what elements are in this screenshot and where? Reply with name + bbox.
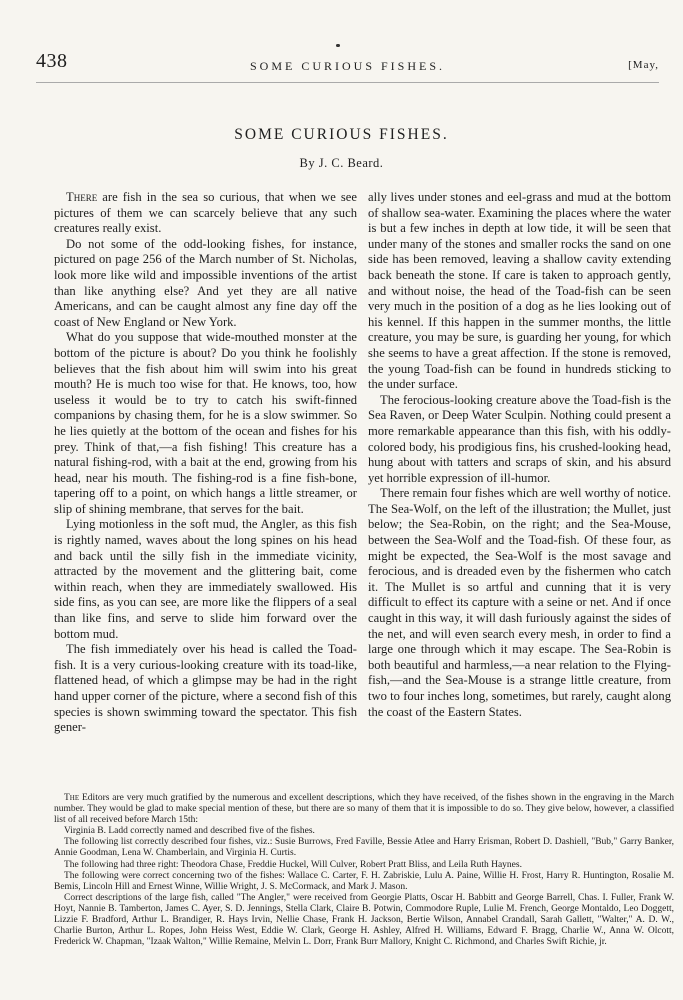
note-paragraph: Correct descriptions of the large fish, called "The Angler," were received from Georgie Platts, Oscar H. Babbitt and George Barrell, Chas. I. Fuller, Frank W. Hoyt, Nannie B. Tamberton, James C. Ayer, S. D. Jennings, Stella Clark, Claire B. Potwin, Commodore Ruple, Lulie M. French, George Montaldo, Leo Doggett, Lizzie F. Bradford, Arthur L. Brandiger, R. Hays Irvin, Nellie Chase, Frank H. Jackson, Bertie Wilson, Annabel Crandall, Sarah Gallett, "Walter," A. D. W., Charlie Burton, Arthur L. Ropes, John Heiss West, Eddie W. Clark, George H. Ashley, Alfred H. Williams, Edward F. Bragg, Charlie W., Anna W. Olcott, Frederick W. Chapman, "Izaak Walton," Willie Remaine, Melvin L. Dorr, Frank Burr Mallory, Knight C. Richmond, and Charles Swift Richie, jr. bbox=[54, 892, 674, 948]
paragraph: The fish immediately over his head is called the Toad-fish. It is a very curious-looking creature with its toad-like, flattened head, of which a glimpse may be had in the right hand upper corner of the picture, where a second fish of this species is shown swimming toward the spectator. This fish gener- bbox=[54, 642, 357, 735]
paragraph-text: are fish in the sea so curious, that when we see pictures of them we can scarcely believe that any such creatures really exist. bbox=[54, 190, 357, 236]
lead-word: The bbox=[64, 793, 80, 803]
paragraph: There remain four fishes which are well worthy of notice. The Sea-Wolf, on the left of the illustration; the Mullet, just below; the Sea-Robin, on the right; and the Sea-Mouse, between the Sea-Wolf and the Toad-fish. Of these four, as might be expected, the Sea-Wolf is the most savage and ferocious, and is dreaded even by the fishermen who catch it. The Mullet is so artful and cunning that it is very difficult to effect its capture with a seine or net. And if once caught in this way, it will dash furiously against the sides of the net, and will even search every mesh, in order to find a large one through which it may escape. The Sea-Robin is both beautiful and harmless,—a near relation to the Flying-fish,—and the Sea-Mouse is a strange little creature, from two to four inches long, sometimes, but rarely, caught along the coast of the Eastern States. bbox=[368, 486, 671, 719]
header-rule bbox=[36, 82, 659, 83]
paragraph: Lying motionless in the soft mud, the Angler, as this fish is rightly named, waves about the long spines on his head and back until the silly fish in the immediate vicinity, attracted by the movement and the glittering bait, come within reach, when they are immediately swallowed. His side fins, as you can see, are more like the flippers of a seal than like fins, and serve to slide him forward over the bottom mud. bbox=[54, 517, 357, 641]
lead-word: There bbox=[66, 190, 98, 204]
note-paragraph: Virginia B. Ladd correctly named and described five of the fishes. bbox=[64, 826, 315, 837]
page-header bbox=[36, 50, 659, 80]
article-title: SOME CURIOUS FISHES. bbox=[234, 126, 449, 143]
issue-month: [May, bbox=[628, 59, 659, 71]
paragraph: What do you suppose that wide-mouthed monster at the bottom of the picture is about? Do you think he foolishly believes that the fish about him will swim into his great mouth? He is much too wise for that. He knows, too, how useless it would be to try to catch his swift-finned companions by chasing them, for he is a slow swimmer. So he lies quietly at the bottom of the ocean and fishes for his prey. Think of that,—a fish fishing! This creature has a natural fishing-rod, with a bait at the end, growing from his head, near his mouth. The fishing-rod is a fine fish-bone, tapering off to a point, on which hangs a little streamer, or slip of shining membrane, that serves for the bait. bbox=[54, 330, 357, 516]
article-byline: By J. C. Beard. bbox=[299, 156, 384, 170]
note-paragraph: The following were correct concerning two of the fishes: Wallace C. Carter, F. H. Zabriskie, Lulu A. Paine, Willie H. Frost, Harry R. Huntington, Rosalie M. Bemis, Lincoln Hill and Ernest Winne, Willie Wright, J. S. McCormack, and Mark J. Mason. bbox=[54, 870, 674, 892]
running-title: SOME CURIOUS FISHES. bbox=[249, 59, 446, 73]
left-column bbox=[54, 190, 357, 736]
printer-mark bbox=[336, 44, 340, 47]
page-number: 438 bbox=[36, 50, 68, 72]
paragraph bbox=[54, 190, 357, 237]
paragraph: The ferocious-looking creature above the Toad-fish is the Sea Raven, or Deep Water Sculpin. Nothing could present a more remarkable appearance than this fish, with his oddly-colored body, his prodigious fins, his crushed-looking head, hung about with tatters and scraps of skin, and his absurd yet horrible expression of ill-humor. bbox=[368, 392, 671, 485]
right-column bbox=[368, 190, 671, 720]
note-paragraph: The following had three right: Theodora Chase, Freddie Huckel, Will Culver, Robert Pratt Bliss, and Leila Ruth Haynes. bbox=[64, 859, 522, 870]
editors-note bbox=[54, 793, 674, 948]
paragraph: ally lives under stones and eel-grass and mud at the bottom of shallow sea-water. Examining the places where the water is but a few inches in depth at low tide, it will be seen that under many of the stones and smaller rocks the sand on one side has been removed, leaving a shallow cavity extending back beneath the stone. If care is taken to approach gently, and without noise, the head of the Toad-fish can be seen very much in the position of a dog as he lies looking out of his kennel. If this happen in the summer months, the little creature, you may be sure, is guarding her young, for which she seems to have a great affection. If the stone is removed, the young Toad-fish can be found in hundreds sticking to the under surface. bbox=[368, 190, 671, 392]
note-paragraph bbox=[54, 793, 674, 826]
paragraph: Do not some of the odd-looking fishes, for instance, pictured on page 256 of the March number of St. Nicholas, look more like wild and impossible inventions of the artist than like anything else? And yet they are all native Americans, and can be caught almost any fine day off the coast of New England or New York. bbox=[54, 236, 357, 329]
note-text: Editors are very much gratified by the numerous and excellent descriptions, which they have received, of the fishes shown in the engraving in the March number. They would be glad to make special mention of these, but there are so many of them that it is impossible to do so. They give below, however, a classified list of all received before March 15th: bbox=[54, 793, 674, 826]
note-paragraph: The following list correctly described four fishes, viz.: Susie Burrows, Fred Faville, Bessie Atlee and Harry Erisman, Robert D. Dashiell, "Bub," Garry Banker, Annie Goodman, Lena W. Chamberlain, and Virginia H. Curtis. bbox=[54, 837, 674, 859]
